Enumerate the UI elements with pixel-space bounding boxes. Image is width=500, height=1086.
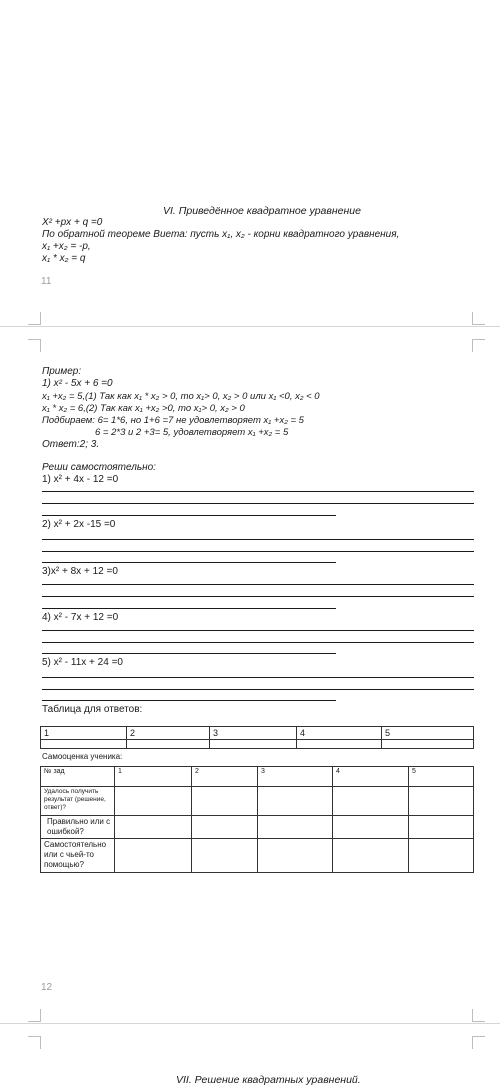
- crop-mark: [472, 312, 485, 325]
- answers-table-label: Таблица для ответов:: [42, 704, 143, 715]
- answer-line: [42, 700, 336, 701]
- assessment-header-5: 5: [409, 767, 474, 787]
- answer-line: [42, 677, 474, 678]
- self-study-heading: Реши самостоятельно:: [42, 462, 156, 473]
- next-section-title: VII. Решение квадратных уравнений.: [176, 1074, 361, 1086]
- answer-line: [42, 515, 336, 516]
- reduced-equation: X² +px + q =0: [42, 217, 103, 228]
- task-5: 5) x² - 11x + 24 =0: [42, 657, 123, 668]
- vieta-statement: По обратной теореме Виета: пусть x₁, x₂ - корни квадратного уравнения,: [42, 229, 400, 240]
- section-title: VI. Приведённое квадратное уравнение: [163, 205, 361, 217]
- assessment-cell[interactable]: [258, 787, 333, 816]
- assessment-cell[interactable]: [409, 787, 474, 816]
- crop-mark: [28, 1009, 41, 1022]
- crop-mark: [28, 339, 41, 352]
- answers-table: [40, 726, 474, 749]
- answer-cell[interactable]: [297, 740, 382, 749]
- answers-header-4: 4: [297, 727, 382, 740]
- assessment-header-2: 2: [192, 767, 258, 787]
- crop-mark: [472, 1036, 485, 1049]
- task-2: 2) x² + 2x -15 =0: [42, 519, 116, 530]
- answers-header-3: 3: [210, 727, 297, 740]
- assessment-header-task: № зад: [41, 767, 115, 787]
- page-separator: [0, 1023, 500, 1024]
- answer-line: [42, 608, 336, 609]
- assessment-cell[interactable]: [409, 816, 474, 839]
- answer-line: [42, 539, 474, 540]
- example-answer: Ответ:2; 3.: [42, 439, 100, 450]
- task-3: 3)x² + 8x + 12 =0: [42, 566, 118, 577]
- example-line-3: Подбираем: 6= 1*6, но 1+6 =7 не удовлетворяет x₁ +x₂ = 5: [42, 415, 304, 426]
- answer-cell[interactable]: [41, 740, 127, 749]
- answer-cell[interactable]: [382, 740, 474, 749]
- assessment-cell[interactable]: [192, 839, 258, 873]
- page-separator: [0, 326, 500, 327]
- answer-line: [42, 551, 474, 552]
- answers-header-2: 2: [127, 727, 210, 740]
- assessment-row-result: Удалось получить результат (решение, ответ)?: [41, 787, 115, 816]
- assessment-cell[interactable]: [409, 839, 474, 873]
- assessment-cell[interactable]: [333, 816, 409, 839]
- answers-header-5: 5: [382, 727, 474, 740]
- answer-cell[interactable]: [210, 740, 297, 749]
- answer-line: [42, 653, 336, 654]
- assessment-cell[interactable]: [115, 839, 192, 873]
- answer-line: [42, 562, 336, 563]
- assessment-cell[interactable]: [192, 816, 258, 839]
- vieta-sum: x₁ +x₂ = -p,: [42, 241, 91, 252]
- answer-line: [42, 689, 474, 690]
- assessment-cell[interactable]: [258, 839, 333, 873]
- crop-mark: [472, 339, 485, 352]
- answer-line: [42, 596, 474, 597]
- example-heading: Пример:: [42, 366, 82, 377]
- self-assessment-table: [40, 766, 474, 873]
- example-line-4: 6 = 2*3 и 2 +3= 5, удовлетворяет x₁ +x₂ = 5: [95, 427, 289, 438]
- assessment-header-3: 3: [258, 767, 333, 787]
- assessment-cell[interactable]: [192, 787, 258, 816]
- answer-line: [42, 630, 474, 631]
- answers-header-1: 1: [41, 727, 127, 740]
- task-1: 1) x² + 4x - 12 =0: [42, 474, 119, 485]
- assessment-header-1: 1: [115, 767, 192, 787]
- crop-mark: [28, 312, 41, 325]
- crop-mark: [28, 1036, 41, 1049]
- crop-mark: [472, 1009, 485, 1022]
- assessment-cell[interactable]: [115, 816, 192, 839]
- page-number-12: 12: [41, 982, 53, 993]
- example-line-2: x₁ * x₂ = 6,(2) Так как x₁ +x₂ >0, то x₁> 0, x₂ > 0: [42, 403, 245, 414]
- answer-line: [42, 503, 474, 504]
- vieta-product: x₁ * x₂ = q: [42, 253, 86, 264]
- task-4: 4) x² - 7x + 12 =0: [42, 612, 119, 623]
- answer-line: [42, 491, 474, 492]
- page-number-11: 11: [41, 276, 52, 287]
- assessment-row-correct: Правильно или с ошибкой?: [41, 816, 115, 839]
- assessment-header-4: 4: [333, 767, 409, 787]
- assessment-row-independent: Самостоятельно или с чьей-то помощью?: [41, 839, 115, 873]
- answer-line: [42, 642, 474, 643]
- answer-line: [42, 584, 474, 585]
- assessment-cell[interactable]: [258, 816, 333, 839]
- assessment-cell[interactable]: [333, 787, 409, 816]
- example-line-1: x₁ +x₂ = 5,(1) Так как x₁ * x₂ > 0, то x₁> 0, x₂ > 0 или x₁ <0, x₂ < 0: [42, 391, 320, 402]
- self-assessment-label: Самооценка ученика:: [42, 752, 123, 761]
- assessment-cell[interactable]: [333, 839, 409, 873]
- example-equation: 1) x² - 5x + 6 =0: [42, 378, 113, 389]
- answer-cell[interactable]: [127, 740, 210, 749]
- assessment-cell[interactable]: [115, 787, 192, 816]
